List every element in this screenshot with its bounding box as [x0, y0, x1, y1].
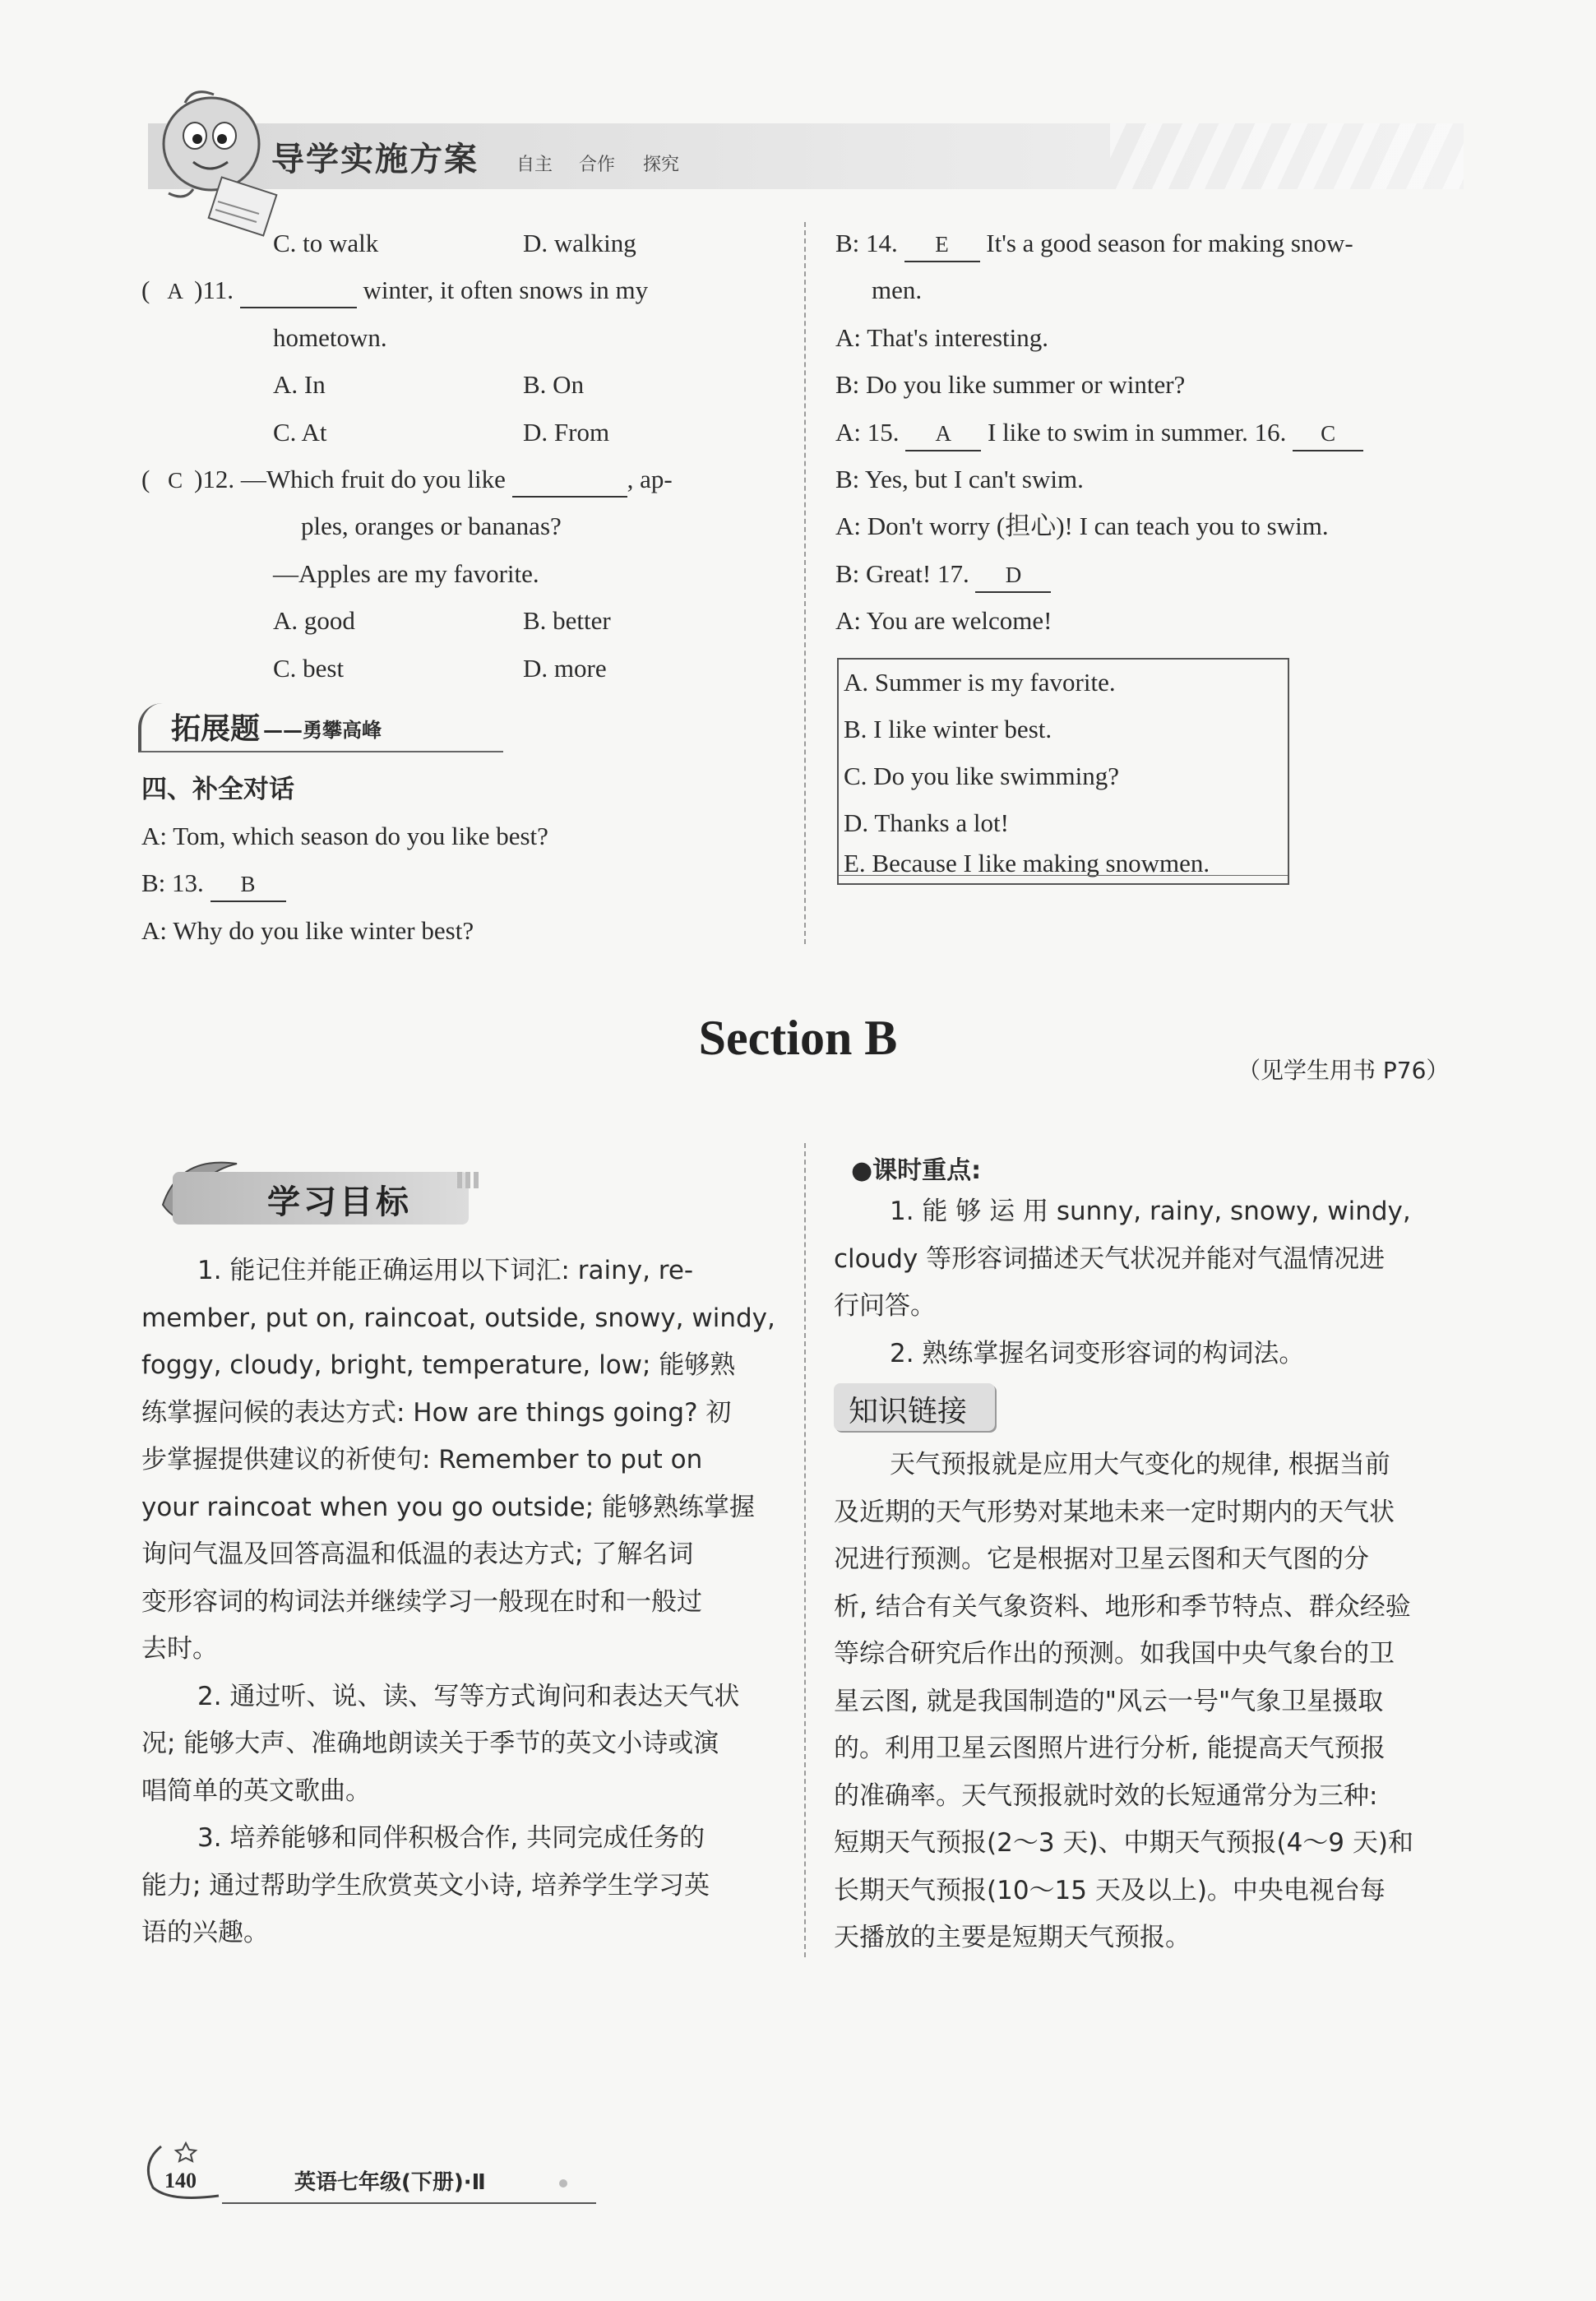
- dialogue-line: B: 14. E It's a good season for making snow-: [835, 227, 1353, 262]
- header-tag: 探究: [643, 155, 680, 175]
- answer: C: [1293, 417, 1363, 451]
- section-reference: （见学生用书 P76）: [1237, 1057, 1450, 1084]
- dialogue-line: A: Don't worry (担心)! I can teach you to swim.: [835, 512, 1329, 540]
- option-text: B. On: [523, 370, 585, 399]
- dialogue-line: B: Yes, but I can't swim.: [835, 465, 1084, 493]
- answer: A: [905, 417, 981, 451]
- answer: B: [210, 868, 286, 902]
- column-divider: [804, 1143, 806, 1957]
- focus-title: ●课时重点:: [851, 1156, 982, 1185]
- dialogue-line: B: Do you like summer or winter?: [835, 370, 1186, 399]
- option-item: A. Summer is my favorite.: [844, 668, 1116, 697]
- dialogue-line: B: Great! 17. D: [835, 558, 1051, 593]
- dialogue-line: B: 13. B: [141, 867, 286, 902]
- dialogue-line: A: 15. A I like to swim in summer. 16. C: [835, 416, 1363, 451]
- options-box: [837, 658, 1289, 885]
- option-item: B. I like winter best.: [844, 715, 1052, 743]
- page-number: 140: [164, 2169, 197, 2192]
- answer: E: [904, 228, 980, 262]
- goals-title: 学习目标: [267, 1183, 412, 1221]
- mascot-icon: [136, 78, 292, 243]
- option-item: D. Thanks a lot!: [844, 808, 1009, 837]
- header-title: 导学实施方案: [271, 141, 479, 178]
- focus-text: 1. 能 够 运 用 sunny, rainy, snowy, windy, cloudy 等形容词描述天气状况并能对气温情况进 行问答。 2. 熟练掌握名词变形容词的构词法。: [834, 1197, 1411, 1368]
- footer-rule: [222, 2202, 596, 2204]
- dialogue-line: A: That's interesting.: [835, 323, 1049, 352]
- option-item: C. Do you like swimming?: [844, 762, 1119, 790]
- dialogue-line: A: You are welcome!: [835, 606, 1052, 635]
- question-12: ( C )12. —Which fruit do you like , ap-: [141, 463, 673, 498]
- part-title: 四、补全对话: [141, 775, 294, 804]
- dialogue-line: A: Why do you like winter best?: [141, 916, 474, 945]
- question-11: ( A )11. winter, it often snows in my: [141, 274, 648, 308]
- header-tag: 自主: [516, 155, 553, 175]
- option-text: A. good: [273, 606, 355, 635]
- option-text: C. to walk: [273, 229, 379, 257]
- banner-decoration: [457, 1172, 482, 1188]
- option-text: D. walking: [523, 229, 636, 257]
- option-text: D. more: [523, 654, 607, 683]
- extension-title: 拓展题: [171, 712, 261, 746]
- extension-subtitle: ——勇攀高峰: [263, 719, 382, 742]
- knowledge-title: 知识链接: [849, 1395, 968, 1428]
- book-title: 英语七年级(下册)·Ⅱ: [294, 2170, 486, 2195]
- footer-dot: [559, 2179, 567, 2188]
- header-tag: 合作: [579, 155, 616, 175]
- answer: A: [167, 279, 183, 303]
- dialogue-line: men.: [872, 275, 923, 304]
- question-text: —Apples are my favorite.: [273, 559, 539, 588]
- option-item: E. Because I like making snowmen.: [844, 849, 1210, 877]
- option-text: D. From: [523, 418, 610, 447]
- option-text: A. In: [273, 370, 326, 399]
- option-text: B. better: [523, 606, 611, 635]
- answer: C: [168, 468, 183, 493]
- question-text: hometown.: [273, 323, 387, 352]
- column-divider: [804, 222, 806, 944]
- dialogue-line: A: Tom, which season do you like best?: [141, 822, 548, 850]
- header-decoration: [1110, 123, 1464, 189]
- section-title: Section B: [698, 1011, 898, 1065]
- knowledge-text: 天气预报就是应用大气变化的规律, 根据当前 及近期的天气形势对某地未来一定时期内的天气状 况进行预测。它是根据对卫星云图和天气图的分 析, 结合有关气象资料、地形和季节特点、群众经验 等综合研究后作出的预测。如我国中央气象台的卫 星云图, 就是我国制造的"风云一号"气象卫星摄取 的。利用卫星云图照片进行分析, 能提高天气预报 的准确率。天气预报就时效的长短通常分为三种: 短期天气预报(2～3 天)、中期天气预报(4～9 天)和 长期天气预报(10～15 天及以上)。中央电视台每 天播放的主要是短期天气预报。: [834, 1450, 1413, 1952]
- option-text: C. best: [273, 654, 345, 683]
- option-text: C. At: [273, 418, 327, 447]
- answer: D: [975, 558, 1051, 593]
- question-text: ples, oranges or bananas?: [301, 512, 562, 540]
- goals-text: 1. 能记住并能正确运用以下词汇: rainy, re- member, put on, raincoat, outside, snowy, windy, foggy, cloudy, bright, temperature, low; 能够熟 练掌握问候的表达方式: How are things going? 初 步掌握提供建议的祈使句: Remember to put on your raincoat when you go outside; 能够熟练掌握 询问气温及回答高温和低温的表达方式; 了解名词 变形容词的构词法并继续学习一般现在时和一般过 去时。 2. 通过听、说、读、写等方式询问和表达天气状 况; 能够大声、准确地朗读关于季节的英文小诗或演 唱简单的英文歌曲。 3. 培养能够和同伴积极合作, 共同完成任务的 能力; 通过帮助学生欣赏英文小诗, 培养学生学习英 语的兴趣。: [141, 1256, 775, 1947]
